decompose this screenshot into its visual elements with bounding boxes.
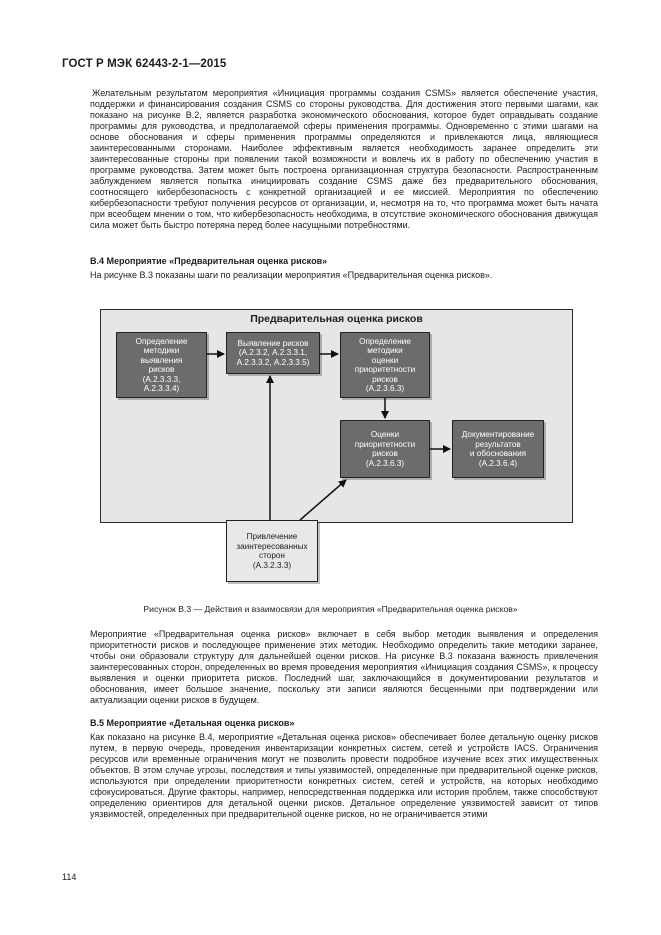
box-methods-identification: Определение методики выявления рисков (А.2.3.3.3, А.2.3.3.4) <box>116 332 207 398</box>
box-methods-priority: Определение методики оценки приоритетности рисков (А.2.3.6.3) <box>340 332 430 398</box>
section-b5-title: В.5 Мероприятие «Детальная оценка рисков» <box>90 718 295 728</box>
intro-paragraph: Желательным результатом мероприятия «Инициация программы создания CSMS» является обеспечение участия, поддержки и финансирования создания CSMS со стороны руководства. Для достижения этого первыми шагами, как показано на рисунке В.2, является разработка экономического обоснования, которое будет оправдывать создание программы для руководства, и предполагаемой сферы применения программы. Одновременно с этими шагами на основе обоснования и сферы применения программы определяются и привлекаются лица, являющиеся заинтересованными сторонами. Наиболее эффективным является необходимость заранее определить эти заинтересованные стороны при появлении такой возможности и вовлечь их в работу по обеспечению участия в программе руководства. Затем может быть построена организационная структура безопасности. Распространенным заблуждением является попытка инициировать создание CSMS даже без предварительного обоснования, соотносящего кибербезопасность с конкретной организацией и ее миссией. Мероприятия по обеспечению кибербезопасности требуют получения ресурсов от организации, и, несмотря на то, что программа может быть начата при всеобщем мнении о том, что кибербезопасность необходима, в отсутствие экономического обоснования движущая сила может быть быстро потеряна перед более насущными потребностями. <box>90 88 598 230</box>
paragraph-2: Мероприятие «Предварительная оценка рисков» включает в себя выбор методик выявления и определения приоритетности рисков и последующее применение этих методик. Необходимо определить такие методики заранее, чтобы они образовали структуру для дальнейшей оценки рисков. На рисунке В.3 показана важность привлечения заинтересованных сторон, определенных во время проведения мероприятия «Инициация создания CSMS», к процессу выявления и оценки приоритета рисков. Последний шаг, заключающийся в документировании результатов и обоснования, имеет большое значение, поскольку эти записи являются бесценными при подтверждении или актуализации оценки рисков в будущем. <box>90 629 598 705</box>
document-header: ГОСТ Р МЭК 62443-2-1—2015 <box>62 58 227 70</box>
box-stakeholders: Привлечение заинтересованных сторон (А.3.2.3.3) <box>226 520 318 582</box>
section-b4-intro: На рисунке В.3 показаны шаги по реализации мероприятия «Предварительная оценка рисков». <box>90 270 493 280</box>
figure-caption: Рисунок В.3 — Действия и взаимосвязи для мероприятия «Предварительная оценка рисков» <box>143 604 518 614</box>
diagram-title: Предварительная оценка рисков <box>250 313 423 325</box>
section-b5-paragraph: Как показано на рисунке В.4, мероприятие «Детальная оценка рисков» обеспечивает более детальную оценку рисков путем, в первую очередь, проведения инвентаризации конкретных систем, сетей и устройств IACS. Ограничения ресурсов или временные ограничения могут не позволить провести подробное изучение всех этих имущественных объектов. В этом случае угрозы, последствия и типы уязвимостей, определенные при предварительной оценке рисков, используются при определении приоритетности конкретных систем, сетей и устройств, на которых необходимо сфокусироваться. Другие факторы, например, непосредственная поддержка или история проблем, также способствуют определению ориентиров для детальной оценки рисков. Детальное определение уязвимостей зависит от типов уязвимостей, определенных при предварительной оценке рисков, но не ограничивается этими <box>90 732 598 819</box>
section-b4-title: В.4 Мероприятие «Предварительная оценка рисков» <box>90 256 328 266</box>
box-risk-identification: Выявление рисков (А.2.3.2, А.2.3.3.1, А.2.3.3.2, А.2.3.3.5) <box>226 332 320 374</box>
page-number: 114 <box>62 872 77 882</box>
box-priority-assessment: Оценки приоритетности рисков (А.2.3.6.3) <box>340 420 430 478</box>
box-documentation: Документирование результатов и обоснования (А.2.3.6.4) <box>452 420 544 478</box>
